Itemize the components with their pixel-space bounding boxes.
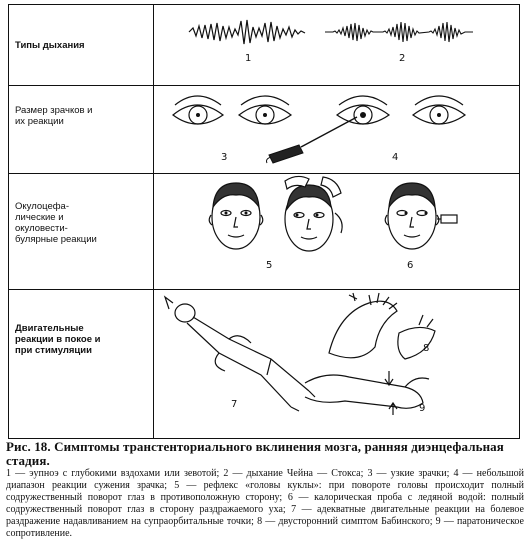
babinski-foot-figure: [309, 293, 449, 373]
head-front-icon: [205, 177, 267, 255]
figure-caption-body: 1 — эупноэ с глубокими вздохами или зевотой; 2 — дыхание Чейна — Стокса; 3 — узкие зрачки; 4 — небольшой диапазон реакции сужения зрачка; 5 — рефлекс «головы куклы»: при повороте головы происходит полный содружественный поворот глаз в противоположную сторону; 6 — калорическая проба с ледяной водой: полный содружественный поворот глаз в сторону раздражаемого уха; 7 — адекватные двигательные реакции на болевое раздражение надавливанием на супраорбитальные точки; 8 — двусторонний симптом Бабинского; 9 — паратоническое сопротивление.: [6, 468, 524, 539]
caloric-test-head-icon: [381, 177, 461, 255]
figure-caption-title: Рис. 18. Симптомы транстенториального вклинения мозга, ранняя диэнцефальная стадия.: [6, 439, 504, 468]
row-divider: [9, 173, 519, 174]
row-label-motor: Двигательные реакции в покое и при стимуляции: [15, 323, 101, 356]
panel-number-6: 6: [407, 260, 414, 271]
panel-number-5: 5: [266, 260, 273, 271]
panel-number-8: 8: [423, 343, 430, 354]
reclining-patient-figure: [159, 295, 319, 415]
row-label-breathing: Типы дыхания: [15, 40, 85, 51]
row-divider: [9, 85, 519, 86]
panel-number-2: 2: [399, 53, 406, 64]
panel-number-1: 1: [245, 53, 252, 64]
panel-number-3: 3: [221, 152, 228, 163]
cheyne-stokes-waveform: [325, 17, 475, 47]
panel-number-4: 4: [392, 152, 399, 163]
eupnea-waveform: [189, 17, 309, 47]
panel-number-9: 9: [419, 403, 426, 414]
column-divider: [153, 5, 154, 438]
head-turned-with-hands-icon: [275, 173, 347, 257]
row-label-oculo: Окулоцефа-лические и окуловести-булярные реакции: [15, 201, 97, 245]
figure-table: [8, 4, 520, 439]
panel-number-7: 7: [231, 399, 238, 410]
paratonic-resistance-arm-figure: [305, 363, 445, 423]
row-label-pupils: Размер зрачков и их реакции: [15, 105, 93, 127]
row-divider: [9, 289, 519, 290]
penlight-icon: [259, 115, 359, 165]
